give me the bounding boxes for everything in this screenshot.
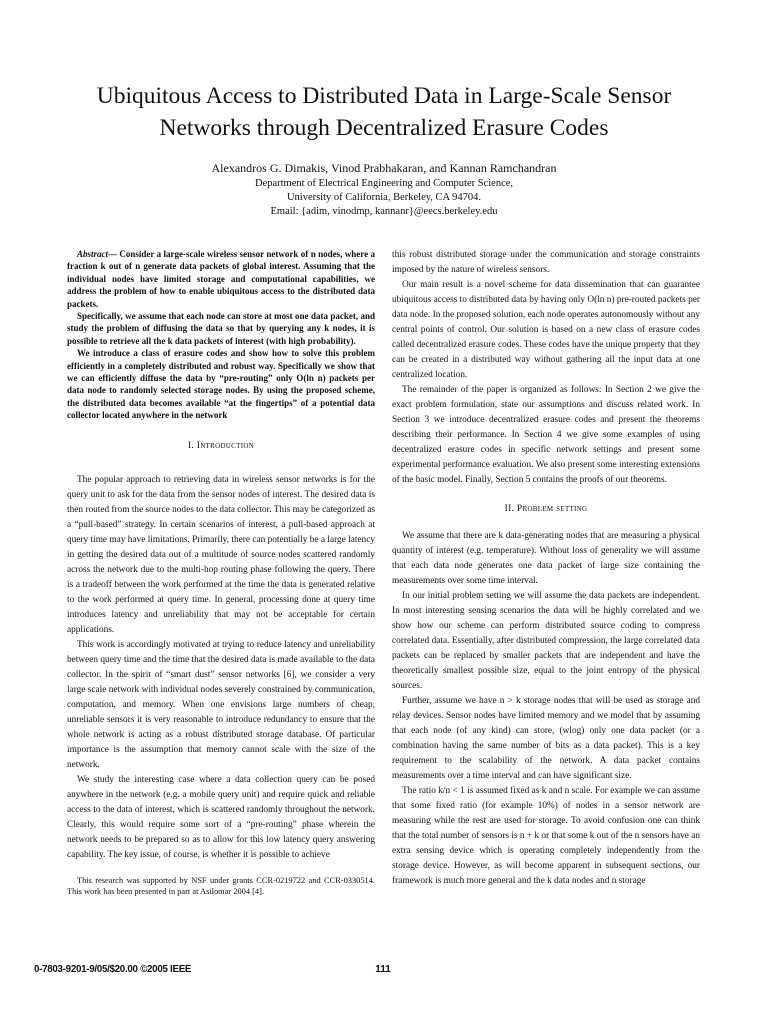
copyright-line: 0-7803-9201-9/05/$20.00 ©2005 IEEE bbox=[34, 964, 192, 975]
right-column bbox=[392, 248, 700, 889]
footnote-text: This research was supported by NSF under grants CCR-0219722 and CCR-0330514. This work has been presented in part at Asilomar 2004 [4]. bbox=[67, 875, 375, 897]
paper-title bbox=[40, 80, 728, 144]
page-number: 111 bbox=[375, 964, 391, 975]
abstract bbox=[67, 248, 375, 422]
body-paragraph: In our initial problem setting we will assume the data packets are independent. In most interesting sensing scenarios the data will be highly correlated and we show how our scheme can perform distributed source coding to compress correlated data. Essentially, after distributed compression, the large correlated data packets can be replaced by smaller packets that are independent and have the theoretically smallest possible size, equal to the joint entropy of the physical sources. bbox=[392, 591, 700, 691]
section-heading-introduction: I. Introduction bbox=[187, 440, 255, 451]
abstract-paragraph: We introduce a class of erasure codes and show how to solve this problem efficiently in a completely distributed and robust way. Specifically we show that we can efficiently diffuse the data by “pre-routing” only O(ln n) packets per data node to randomly selected storage nodes. By using the proposed scheme, the distributed data becomes available “at the fingertips” of a potential data collector located anywhere in the network bbox=[67, 348, 375, 421]
introduction-body bbox=[67, 473, 375, 863]
problem-setting-body bbox=[392, 529, 700, 889]
title-line-1: Ubiquitous Access to Distributed Data in Large-Scale Sensor bbox=[96, 83, 672, 109]
affiliation-address: University of California, Berkeley, CA 94704. bbox=[286, 192, 482, 203]
title-line-2: Networks through Decentralized Erasure Codes bbox=[159, 115, 609, 141]
body-paragraph: We assume that there are k data-generating nodes that are measuring a physical quantity of interest (e.g. temperature). Without loss of generality we will assume that each data node generates one data packet of large size containing the measurements over some time interval. bbox=[392, 531, 700, 586]
introduction-continued bbox=[392, 248, 700, 488]
body-paragraph: Our main result is a novel scheme for data dissemination that can guarantee ubiquitous access to distributed data by having only O(ln n) pre-routed packets per data node. In the proposed solution, each node operates autonomously without any central points of control. Our solution is based on a new class of erasure codes called decentralized erasure codes. These codes have the unique property that they can be created in a distributed way without gathering all the input data at one centralized location. bbox=[392, 280, 700, 380]
left-column bbox=[67, 248, 375, 898]
body-paragraph: The ratio k/n < 1 is assumed fixed as k and n scale. For example we can assume that some fixed ratio (for example 10%) of nodes in a sensor network are measuring while the rest are used for storage. To avoid confusion one can think that the total number of sensors is n + k or that some k out of the n sensors have an extra sensing device which is operating completely independently from the storage device. However, as will become apparent in subsequent sections, our framework is much more general and the k data nodes and n storage bbox=[392, 786, 700, 886]
body-paragraph: this robust distributed storage under the communication and storage constraints imposed by the nature of wireless sensors. bbox=[392, 250, 700, 275]
affiliation-block bbox=[40, 177, 728, 219]
abstract-label: Abstract bbox=[77, 249, 109, 259]
affiliation-email: Email: {adim, vinodmp, kannanr}@eecs.berkeley.edu bbox=[270, 206, 498, 217]
body-paragraph: This work is accordingly motivated at trying to reduce latency and unreliability between query time and the time that the desired data is made available to the data collector. In the spirit of “smart dust” sensor networks [6], we consider a very large scale network with individual nodes severely constrained by communication, computation, and memory. When one envisions large numbers of cheap, unreliable sensors it is very reasonable to introduce redundancy to ensure that the whole network is acting as a robust distributed storage database. Of particular importance is the assumption that memory cannot scale with the size of the network. bbox=[67, 639, 375, 770]
abstract-paragraph bbox=[67, 248, 375, 310]
body-paragraph: Further, assume we have n > k storage nodes that will be used as storage and relay devices. Sensor nodes have limited memory and we model that by assuming that each node (of any kind) can store, (wlog) only one data packet (or a combination having the same number of bits as a data packet). This is a key requirement to the scalability of the network. A data packet contains measurements over a time interval and can have significant size. bbox=[392, 696, 700, 781]
section-heading-problem-setting: II. Problem setting bbox=[504, 504, 588, 514]
author-list: Alexandros G. Dimakis, Vinod Prabhakaran, and Kannan Ramchandran bbox=[211, 161, 557, 175]
body-paragraph: The remainder of the paper is organized as follows: In Section 2 we give the exact problem formulation, state our assumptions and discuss related work. In Section 3 we introduce decentralized erasure codes and present the theorems describing their performance. In Section 4 we give some examples of using decentralized erasure codes in specific network settings and present some experimental performance evaluation. We also present some interesting extensions of the basic model. Finally, Section 5 contains the proofs of our theorems. bbox=[392, 385, 700, 485]
footnote bbox=[67, 875, 375, 898]
affiliation-department: Department of Electrical Engineering and Computer Science, bbox=[254, 178, 514, 189]
body-paragraph: The popular approach to retrieving data in wireless sensor networks is for the query unit to ask for the data from the sensor nodes of interest. The desired data is then routed from the source nodes to the data collector. This may be categorized as a “pull-based” strategy. In certain scenarios of interest, a pull-based approach at query time may have limitations. Primarily, there can potentially be a large latency in getting the desired data out of a multitude of source nodes scattered randomly across the network due to the multi-hop routing phase following the query. There is a tradeoff between the work performed at the time the data is generated relative to the work performed at query time. In general, processing done at query time introduces latency and unreliability that may not be acceptable for certain applications. bbox=[67, 474, 375, 635]
body-paragraph: We study the interesting case where a data collection query can be posed anywhere in the network (e.g. a mobile query unit) and require quick and reliable access to the data of interest, which is scattered randomly throughout the network. Clearly, this would require some sort of a “pre-routing” phase wherein the network needs to be prepared so as to allow for this low latency query answering capability. The key issue, of course, is whether it is possible to achieve bbox=[67, 774, 375, 860]
abstract-text: — Consider a large-scale wireless sensor network of n nodes, where a fraction k out of n generate data packets of global interest. Assuming that the individual nodes have limited storage and computational capabilities, we address the problem of how to enable ubiquitous access to the distributed data packets. bbox=[67, 249, 375, 309]
abstract-paragraph: Specifically, we assume that each node can store at most one data packet, and study the problem of diffusing the data so that by querying any k nodes, it is possible to retrieve all the k data packets of interest (with high probability). bbox=[67, 311, 375, 346]
